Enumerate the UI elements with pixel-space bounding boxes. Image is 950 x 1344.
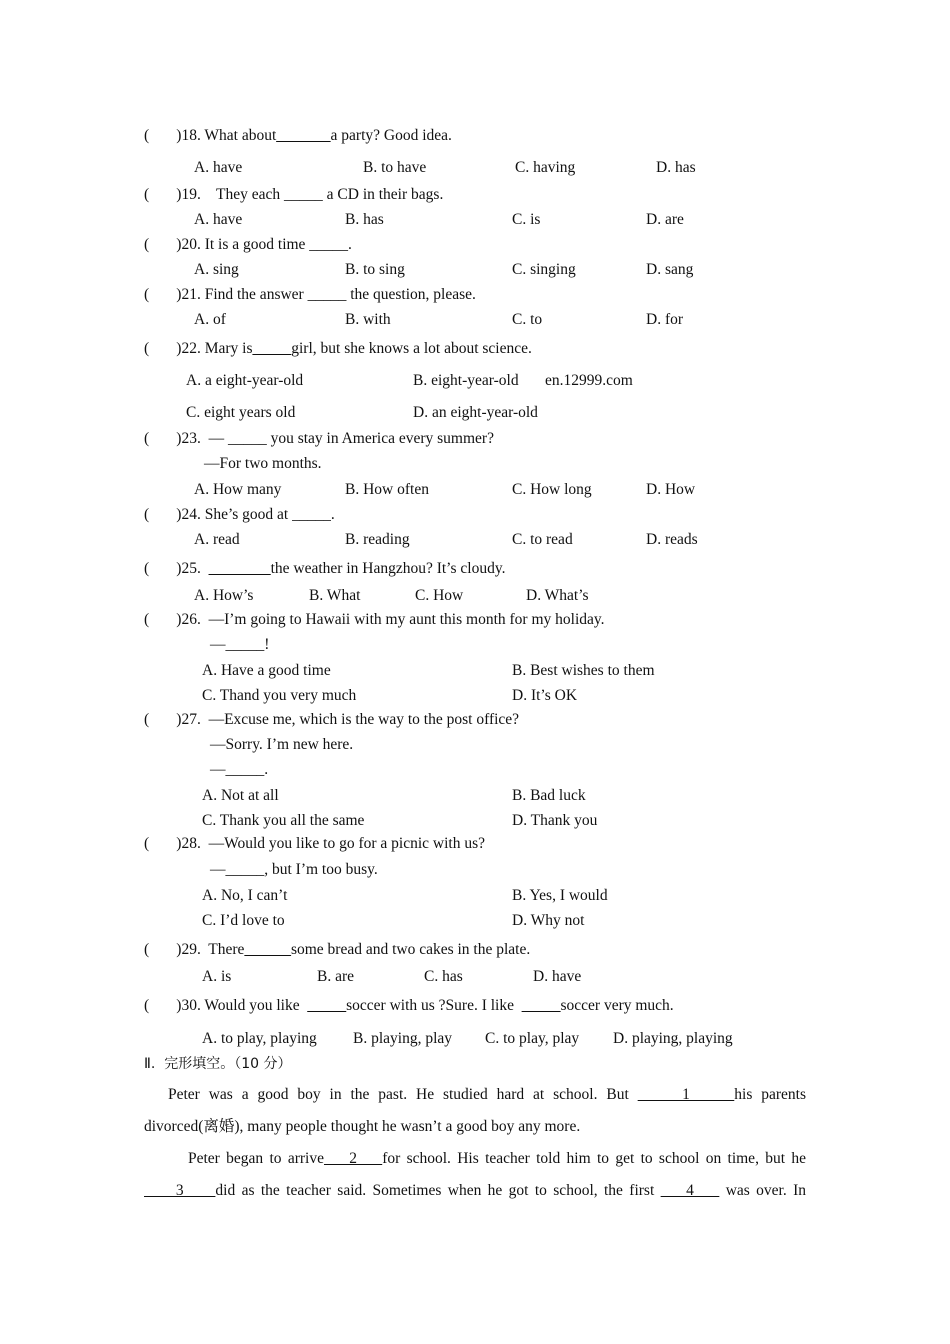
option-a: A. read	[194, 531, 240, 548]
option-a: A. to play, playing	[202, 1030, 317, 1047]
passage-line-2: divorced(离婚), many people thought he wasn’t a good boy any more.	[144, 1118, 581, 1135]
question-22-stem	[144, 339, 532, 359]
passage-blank-2[interactable]: 2	[323, 1150, 383, 1167]
option-d: D. have	[533, 968, 582, 985]
option-b: B. Yes, I would	[512, 887, 608, 904]
option-b: B. to have	[363, 159, 427, 176]
option-b: B. are	[317, 968, 355, 985]
stem-text: soccer with us ?Sure. I like	[346, 997, 522, 1014]
option-b: B. Best wishes to them	[512, 662, 655, 679]
option-a: A. is	[202, 968, 232, 985]
passage-blank-1[interactable]: 1	[637, 1086, 735, 1103]
option-c: C. to read	[512, 531, 573, 548]
section-heading: Ⅱ. 完形填空。（10 分）	[144, 1056, 292, 1072]
question-18-stem	[144, 126, 452, 146]
stem-text: ( )29. There	[144, 941, 245, 958]
passage-text: did as the teacher said. Sometimes when he got to school, the first	[215, 1182, 655, 1199]
dialogue-reply: —_____!	[210, 636, 270, 653]
option-b: B. playing, play	[353, 1030, 453, 1047]
option-c: C. Thand you very much	[202, 687, 357, 704]
option-c: C. having	[515, 159, 576, 176]
option-d: D. playing, playing	[613, 1030, 733, 1047]
dialogue-reply: —_____, but I’m too busy.	[210, 861, 378, 878]
stem-text: girl, but she knows a lot about science.	[291, 340, 532, 357]
question-21-stem: ( )21. Find the answer _____ the question, please.	[144, 286, 476, 303]
stem-text: soccer very much.	[560, 997, 674, 1014]
dialogue-reply: —_____.	[210, 761, 269, 778]
option-a: A. Not at all	[202, 787, 279, 804]
dialogue-reply: —For two months.	[204, 455, 322, 472]
option-d: D. How	[646, 481, 696, 498]
stem-text: the weather in Hangzhou? It’s cloudy.	[270, 560, 506, 577]
option-b: B. reading	[345, 531, 410, 548]
question-30-stem	[144, 996, 674, 1016]
option-b: B. eight-year-old	[413, 372, 519, 389]
answer-blank[interactable]: _____	[307, 997, 347, 1014]
stem-text: ( )30. Would you like	[144, 997, 308, 1014]
stem-text: some bread and two cakes in the plate.	[290, 941, 531, 958]
option-c: C. singing	[512, 261, 576, 278]
option-c: C. eight years old	[186, 404, 296, 421]
option-a: A. of	[194, 311, 226, 328]
dialogue-reply: —Sorry. I’m new here.	[210, 736, 354, 753]
option-b: B. What	[309, 587, 361, 604]
question-27-stem: ( )27. —Excuse me, which is the way to the post office?	[144, 711, 520, 728]
passage-line-3	[144, 1149, 806, 1169]
option-a: A. have	[194, 159, 243, 176]
option-d: D. It’s OK	[512, 687, 578, 704]
option-d: D. Why not	[512, 912, 585, 929]
answer-blank[interactable]: _______	[276, 127, 331, 144]
option-a: A. No, I can’t	[202, 887, 288, 904]
option-c: C. Thank you all the same	[202, 812, 365, 829]
question-20-stem: ( )20. It is a good time _____.	[144, 236, 352, 253]
passage-line-1	[144, 1085, 806, 1105]
stem-text: ( )25.	[144, 560, 209, 577]
option-b: B. Bad luck	[512, 787, 586, 804]
option-b: B. How often	[345, 481, 429, 498]
answer-blank[interactable]: ______	[244, 941, 291, 958]
passage-blank-3[interactable]: 3	[144, 1182, 216, 1199]
option-d: D. Thank you	[512, 812, 598, 829]
option-c: C. to	[512, 311, 543, 328]
option-c: C. How long	[512, 481, 592, 498]
passage-text: for school. His teacher told him to get to school on time, but he	[382, 1150, 806, 1167]
question-29-stem	[144, 940, 530, 960]
question-25-stem	[144, 559, 505, 579]
passage-text: his parents	[734, 1086, 807, 1103]
option-b: B. has	[345, 211, 384, 228]
option-a: A. sing	[194, 261, 239, 278]
option-d: D. What’s	[526, 587, 589, 604]
option-d: D. has	[656, 159, 696, 176]
stem-text: a party? Good idea.	[330, 127, 452, 144]
watermark-text: en.12999.com	[545, 372, 633, 389]
option-d: D. are	[646, 211, 684, 228]
question-26-stem: ( )26. —I’m going to Hawaii with my aunt this month for my holiday.	[144, 611, 605, 628]
option-d: D. reads	[646, 531, 698, 548]
question-19-stem: ( )19. They each _____ a CD in their bags.	[144, 186, 444, 203]
answer-blank[interactable]: ________	[208, 560, 271, 577]
option-d: D. for	[646, 311, 684, 328]
option-a: A. a eight-year-old	[186, 372, 304, 389]
option-b: B. with	[345, 311, 391, 328]
passage-text: Peter began to arrive	[188, 1150, 324, 1167]
stem-text: ( )22. Mary is	[144, 340, 253, 357]
question-24-stem: ( )24. She’s good at _____.	[144, 506, 335, 523]
option-a: A. Have a good time	[202, 662, 331, 679]
option-c: C. How	[415, 587, 464, 604]
answer-blank[interactable]: _____	[252, 340, 292, 357]
option-c: C. is	[512, 211, 541, 228]
option-d: D. sang	[646, 261, 694, 278]
option-d: D. an eight-year-old	[413, 404, 538, 421]
option-a: A. How’s	[194, 587, 254, 604]
passage-line-4	[144, 1181, 806, 1201]
question-23-stem: ( )23. — _____ you stay in America every summer?	[144, 430, 494, 447]
answer-blank[interactable]: _____	[521, 997, 561, 1014]
option-c: C. has	[424, 968, 463, 985]
option-c: C. to play, play	[485, 1030, 580, 1047]
option-b: B. to sing	[345, 261, 405, 278]
option-a: A. How many	[194, 481, 282, 498]
question-28-stem: ( )28. —Would you like to go for a picnic with us?	[144, 835, 485, 852]
passage-blank-4[interactable]: 4	[660, 1182, 720, 1199]
stem-text: ( )18. What about	[144, 127, 277, 144]
passage-text: was over. In	[725, 1182, 807, 1199]
option-c: C. I’d love to	[202, 912, 285, 929]
option-a: A. have	[194, 211, 243, 228]
passage-text: Peter was a good boy in the past. He studied hard at school. But	[168, 1086, 629, 1103]
